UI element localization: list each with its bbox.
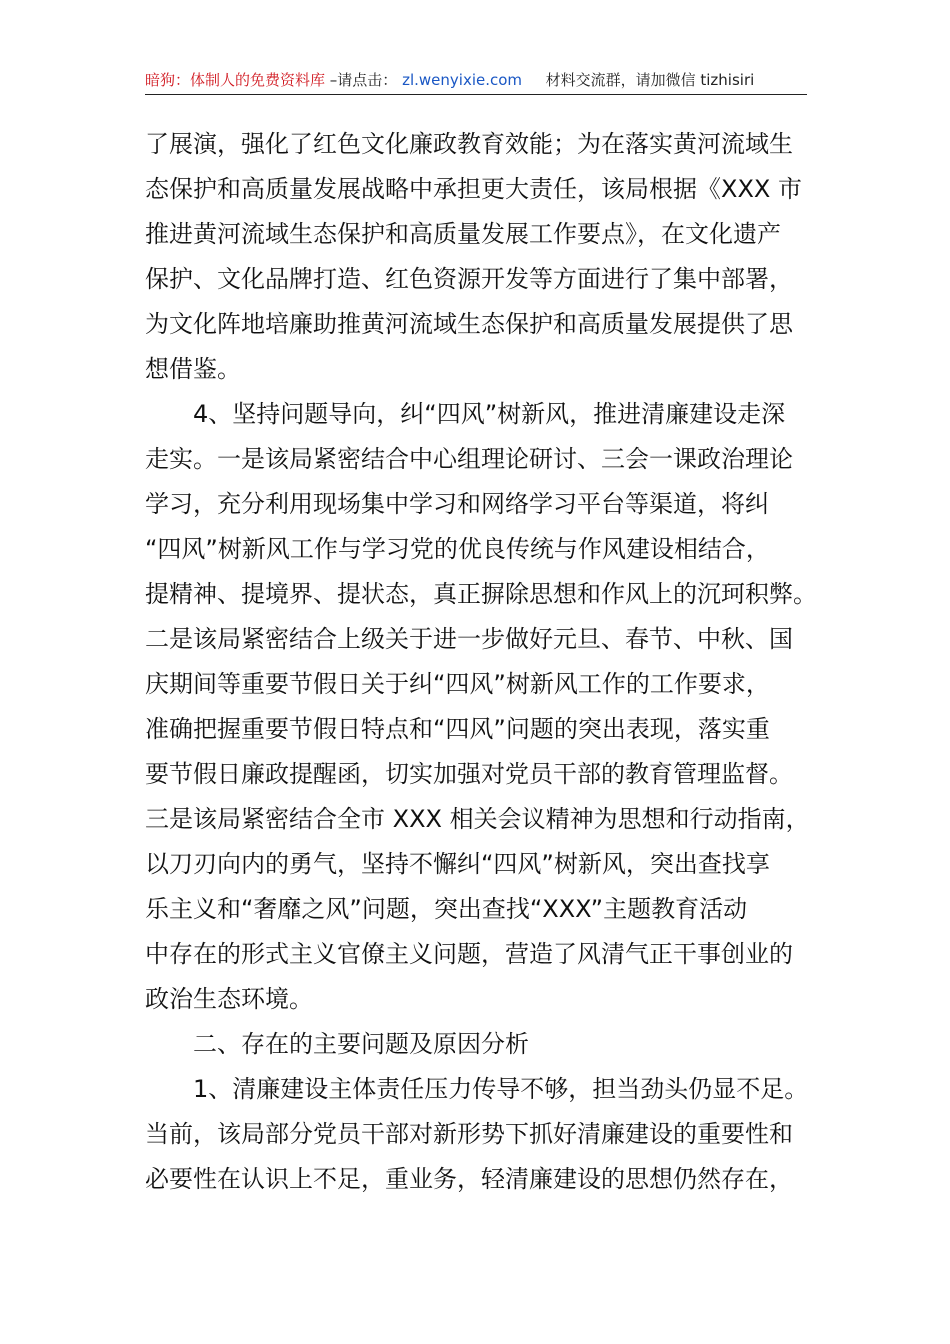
paragraph-heading-4: 4、坚持问题导向，纠“四风”树新风，推进清廉建设走深	[193, 400, 786, 428]
paragraph-heading-1: 1、清廉建设主体责任压力传导不够，担当劲头仍显不足。	[193, 1075, 809, 1103]
text-line: 中存在的形式主义官僚主义问题，营造了风清气正干事创业的	[145, 940, 793, 968]
text-line: 为文化阵地培廉助推黄河流域生态保护和高质量发展提供了思	[145, 310, 793, 338]
text-line: 以刀刃向内的勇气，坚持不懈纠“四风”树新风，突出查找享	[145, 850, 770, 878]
text-line: 当前，该局部分党员干部对新形势下抓好清廉建设的重要性和	[145, 1120, 793, 1148]
header-wechat-note: 材料交流群，请加微信 tizhisiri	[545, 71, 755, 89]
text-line: 学习，充分利用现场集中学习和网络学习平台等渠道，将纠	[145, 490, 769, 518]
text-line: “四风”树新风工作与学习党的优良传统与作风建设相结合，	[145, 535, 770, 563]
text-line: 二是该局紧密结合上级关于进一步做好元旦、春节、中秋、国	[145, 625, 793, 653]
text-line: 态保护和高质量发展战略中承担更大责任，该局根据《XXX 市	[145, 175, 802, 203]
section-heading: 二、存在的主要问题及原因分析	[193, 1030, 529, 1058]
document-body	[145, 122, 817, 1202]
text-line: 乐主义和“奢靡之风”问题，突出查找“XXX”主题教育活动	[145, 895, 748, 923]
text-line: 要节假日廉政提醒函，切实加强对党员干部的教育管理监督。	[145, 760, 793, 788]
text-line: 想借鉴。	[145, 355, 241, 383]
text-line: 走实。一是该局紧密结合中心组理论研讨、三会一课政治理论	[145, 445, 793, 473]
text-line: 推进黄河流域生态保护和高质量发展工作要点》，在文化遗产	[145, 220, 781, 248]
text-line: 准确把握重要节假日特点和“四风”问题的突出表现，落实重	[145, 715, 770, 743]
text-line: 保护、文化品牌打造、红色资源开发等方面进行了集中部署，	[145, 265, 793, 293]
text-line: 提精神、提境界、提状态，真正摒除思想和作风上的沉珂积弊。	[145, 580, 817, 608]
header-brand: 暗狗：体制人的免费资料库	[145, 71, 326, 89]
header-url-link[interactable]: zl.wenyixie.com	[402, 71, 523, 89]
header-click-prompt: –请点击：	[329, 71, 398, 89]
page-header	[145, 66, 807, 95]
text-line: 必要性在认识上不足，重业务，轻清廉建设的思想仍然存在，	[145, 1165, 793, 1193]
text-line: 了展演，强化了红色文化廉政教育效能；为在落实黄河流域生	[145, 130, 793, 158]
text-line: 庆期间等重要节假日关于纠“四风”树新风工作的工作要求，	[145, 670, 770, 698]
text-line: 政治生态环境。	[145, 985, 313, 1013]
text-line: 三是该局紧密结合全市 XXX 相关会议精神为思想和行动指南，	[145, 805, 810, 833]
